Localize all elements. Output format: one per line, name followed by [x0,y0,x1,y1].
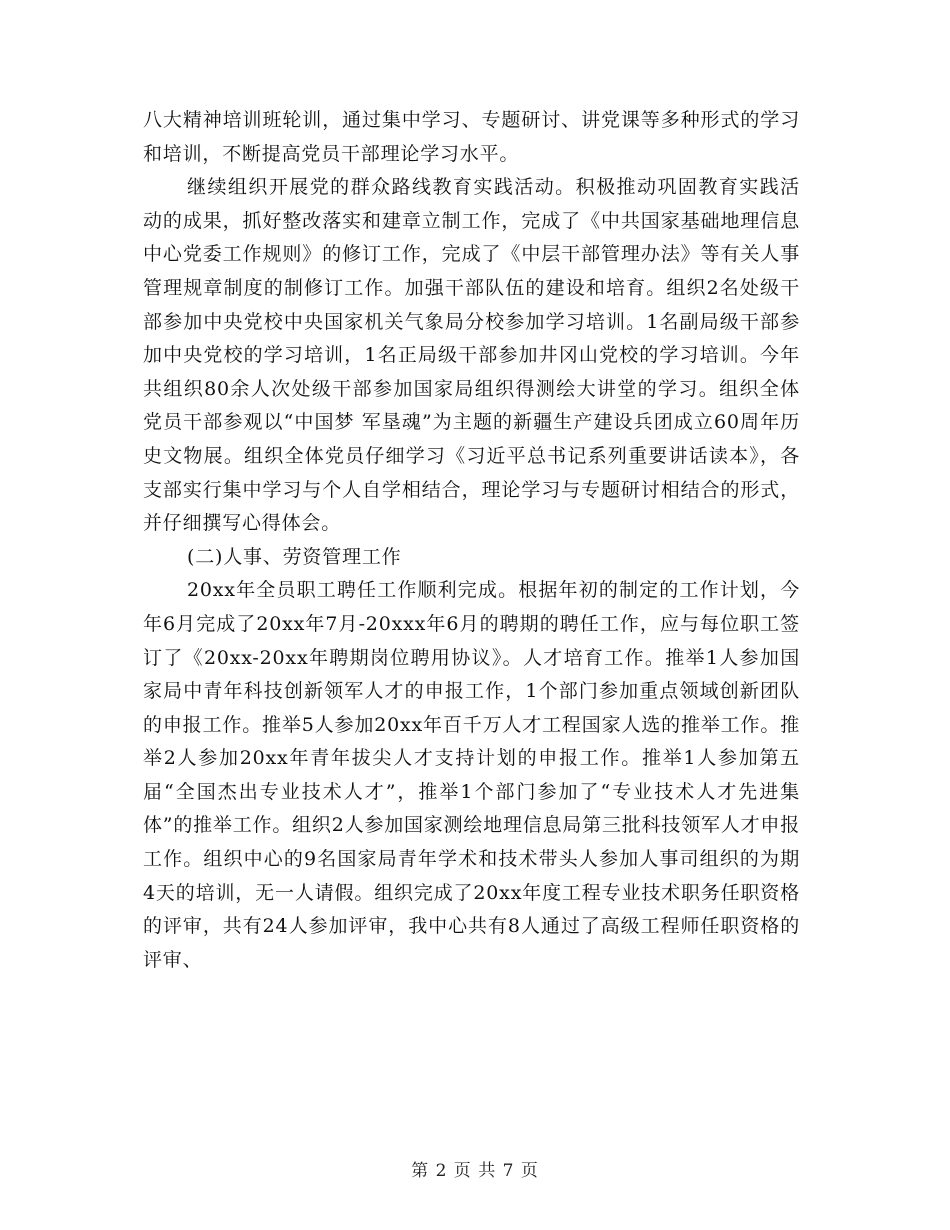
page-footer: 第 2 页 共 7 页 [411,1161,539,1181]
paragraph-party-education: 继续组织开展党的群众路线教育实践活动。积极推动巩固教育实践活动的成果，抓好整改落实和建章立制工作，完成了《中共国家基础地理信息中心党委工作规则》的修订工作，完成了《中层干部管理办法》等有关人事管理规章制度的制修订工作。加强干部队伍的建设和培育。组织2名处级干部参加中央党校中央国家机关气象局分校参加学习培训。1名副局级干部参加中央党校的学习培训，1名正局级干部参加井冈山党校的学习培训。今年共组织80余人次处级干部参加国家局组织得测绘大讲堂的学习。组织全体党员干部参观以“中国梦 军垦魂”为主题的新疆生产建设兵团成立60周年历史文物展。组织全体党员仔细学习《习近平总书记系列重要讲话读本》，各支部实行集中学习与个人自学相结合，理论学习与专题研讨相结合的形式，并仔细撰写心得体会。 [143,176,800,535]
paragraph-continuation: 八大精神培训班轮训，通过集中学习、专题研讨、讲党课等多种形式的学习和培训，不断提高党员干部理论学习水平。 [143,109,800,165]
section-heading-personnel: (二)人事、劳资管理工作 [187,545,402,568]
paragraph-personnel: 20xx年全员职工聘任工作顺利完成。根据年初的制定的工作计划，今年6月完成了20xx年7月-20xxx年6月的聘期的聘任工作，应与每位职工签订了《20xx-20xx年聘期岗位聘用协议》。人才培育工作。推举1人参加国家局中青年科技创新领军人才的申报工作，1个部门参加重点领域创新团队的申报工作。推举5人参加20xx年百千万人才工程国家人选的推举工作。推举2人参加20xx年青年拔尖人才支持计划的申报工作。推举1人参加第五届“全国杰出专业技术人才”，推举1个部门参加了“专业技术人才先进集体”的推举工作。组织2人参加国家测绘地理信息局第三批科技领军人才申报工作。组织中心的9名国家局青年学术和技术带头人参加人事司组织的为期4天的培训，无一人请假。组织完成了20xx年度工程专业技术职务任职资格的评审，共有24人参加评审，我中心共有8人通过了高级工程师任职资格的评审、 [143,579,801,971]
